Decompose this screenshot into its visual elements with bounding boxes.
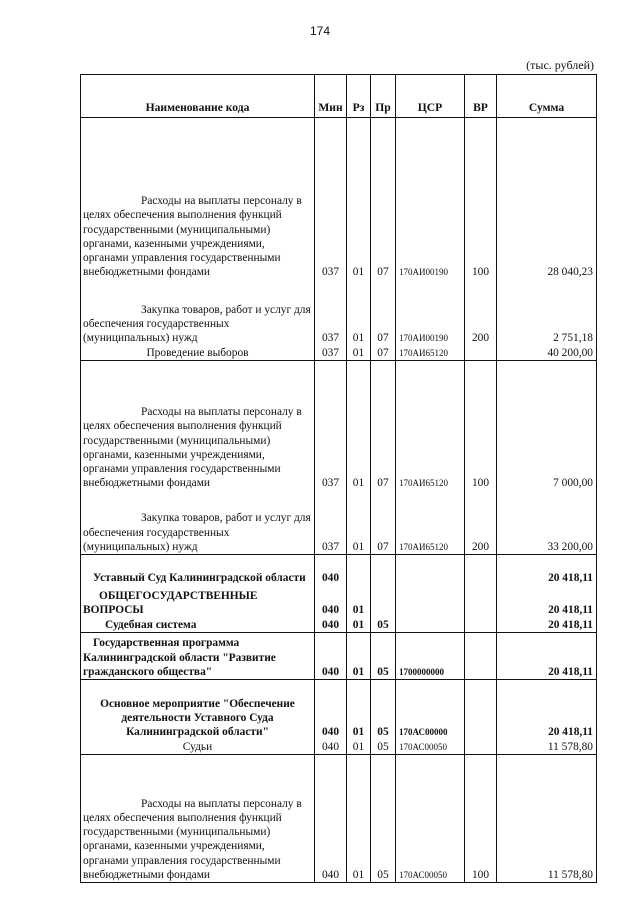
row-csr [396,586,465,618]
table-row [81,680,597,740]
row-sum: 20 418,11 [497,555,597,586]
row-rz: 01 [347,755,371,883]
row-csr: 170АИ00190 [396,280,465,346]
table-row [81,361,597,491]
row-pr: 07 [371,346,396,361]
row-csr: 1700000000 [396,633,465,680]
row-min: 037 [315,280,347,346]
table-row [81,346,597,361]
header-name: Наименование кода [81,75,315,118]
table-row [81,618,597,633]
row-sum: 20 418,11 [497,633,597,680]
row-name: Уставный Суд Калининградской области [81,555,315,586]
row-name: Расходы на выплаты персоналу в целях обеспечения выполнения функций государственными (муниципальными) органами, казенными учреждениями, органами управления государственными внебюджетными фондами [81,118,315,280]
table-header-row [81,75,597,118]
table-row [81,491,597,555]
row-min: 040 [315,555,347,586]
budget-table [80,74,597,883]
row-vr [465,618,497,633]
row-pr: 07 [371,361,396,491]
row-csr: 170АС00050 [396,740,465,755]
row-name: Судьи [81,740,315,755]
row-name: Проведение выборов [81,346,315,361]
row-rz [347,555,371,586]
row-pr: 07 [371,280,396,346]
row-vr: 200 [465,280,497,346]
header-pr: Пр [371,75,396,118]
table-row [81,740,597,755]
row-vr [465,586,497,618]
header-vr: ВР [465,75,497,118]
row-vr: 100 [465,118,497,280]
row-min: 037 [315,346,347,361]
row-sum: 11 578,80 [497,740,597,755]
row-csr: 170АС00050 [396,755,465,883]
row-rz: 01 [347,280,371,346]
row-csr [396,618,465,633]
row-rz: 01 [347,346,371,361]
row-vr [465,633,497,680]
row-name: Основное мероприятие "Обеспечение деятельности Уставного Суда Калининградской области" [81,680,315,740]
header-sum: Сумма [497,75,597,118]
row-pr [371,555,396,586]
row-min: 037 [315,491,347,555]
row-min: 040 [315,740,347,755]
header-csr: ЦСР [396,75,465,118]
row-pr [371,586,396,618]
table-row [81,118,597,280]
row-vr [465,740,497,755]
row-sum: 20 418,11 [497,618,597,633]
row-vr [465,346,497,361]
row-pr: 07 [371,118,396,280]
row-min: 037 [315,361,347,491]
row-sum: 7 000,00 [497,361,597,491]
header-rz: Рз [347,75,371,118]
table-row [81,280,597,346]
row-name: Расходы на выплаты персоналу в целях обеспечения выполнения функций государственными (муниципальными) органами, казенными учреждениями, органами управления государственными внебюджетными фондами [81,755,315,883]
row-name: ОБЩЕГОСУДАРСТВЕННЫЕ ВОПРОСЫ [81,586,315,618]
row-sum: 20 418,11 [497,586,597,618]
row-min: 040 [315,586,347,618]
table-row [81,555,597,586]
table-row [81,755,597,883]
row-sum: 33 200,00 [497,491,597,555]
row-csr: 170АИ00190 [396,118,465,280]
row-sum: 2 751,18 [497,280,597,346]
row-vr [465,555,497,586]
row-rz: 01 [347,586,371,618]
row-name: Расходы на выплаты персоналу в целях обеспечения выполнения функций государственными (муниципальными) органами, казенными учреждениями, органами управления государственными внебюджетными фондами [81,361,315,491]
row-rz: 01 [347,118,371,280]
row-pr: 05 [371,755,396,883]
row-min: 040 [315,618,347,633]
table-row [81,633,597,680]
row-csr: 170АС00000 [396,680,465,740]
row-name: Государственная программа Калининградской области "Развитие гражданского общества" [81,633,315,680]
row-rz: 01 [347,618,371,633]
row-rz: 01 [347,361,371,491]
row-vr: 100 [465,361,497,491]
row-pr: 05 [371,680,396,740]
row-sum: 20 418,11 [497,680,597,740]
row-pr: 05 [371,740,396,755]
row-vr: 200 [465,491,497,555]
row-vr: 100 [465,755,497,883]
row-rz: 01 [347,740,371,755]
row-sum: 11 578,80 [497,755,597,883]
header-min: Мин [315,75,347,118]
row-name: Закупка товаров, работ и услуг для обеспечения государственных (муниципальных) нужд [81,280,315,346]
units-label: (тыс. рублей) [526,58,594,72]
row-csr: 170АИ65120 [396,346,465,361]
row-csr [396,555,465,586]
row-rz: 01 [347,491,371,555]
row-min: 040 [315,680,347,740]
row-csr: 170АИ65120 [396,491,465,555]
row-pr: 07 [371,491,396,555]
row-pr: 05 [371,618,396,633]
row-name: Судебная система [81,618,315,633]
row-vr [465,680,497,740]
row-min: 040 [315,755,347,883]
row-csr: 170АИ65120 [396,361,465,491]
row-rz: 01 [347,633,371,680]
row-sum: 28 040,23 [497,118,597,280]
row-min: 037 [315,118,347,280]
row-min: 040 [315,633,347,680]
row-sum: 40 200,00 [497,346,597,361]
table-row [81,586,597,618]
page-number: 174 [309,24,331,38]
row-rz: 01 [347,680,371,740]
row-name: Закупка товаров, работ и услуг для обеспечения государственных (муниципальных) нужд [81,491,315,555]
row-pr: 05 [371,633,396,680]
